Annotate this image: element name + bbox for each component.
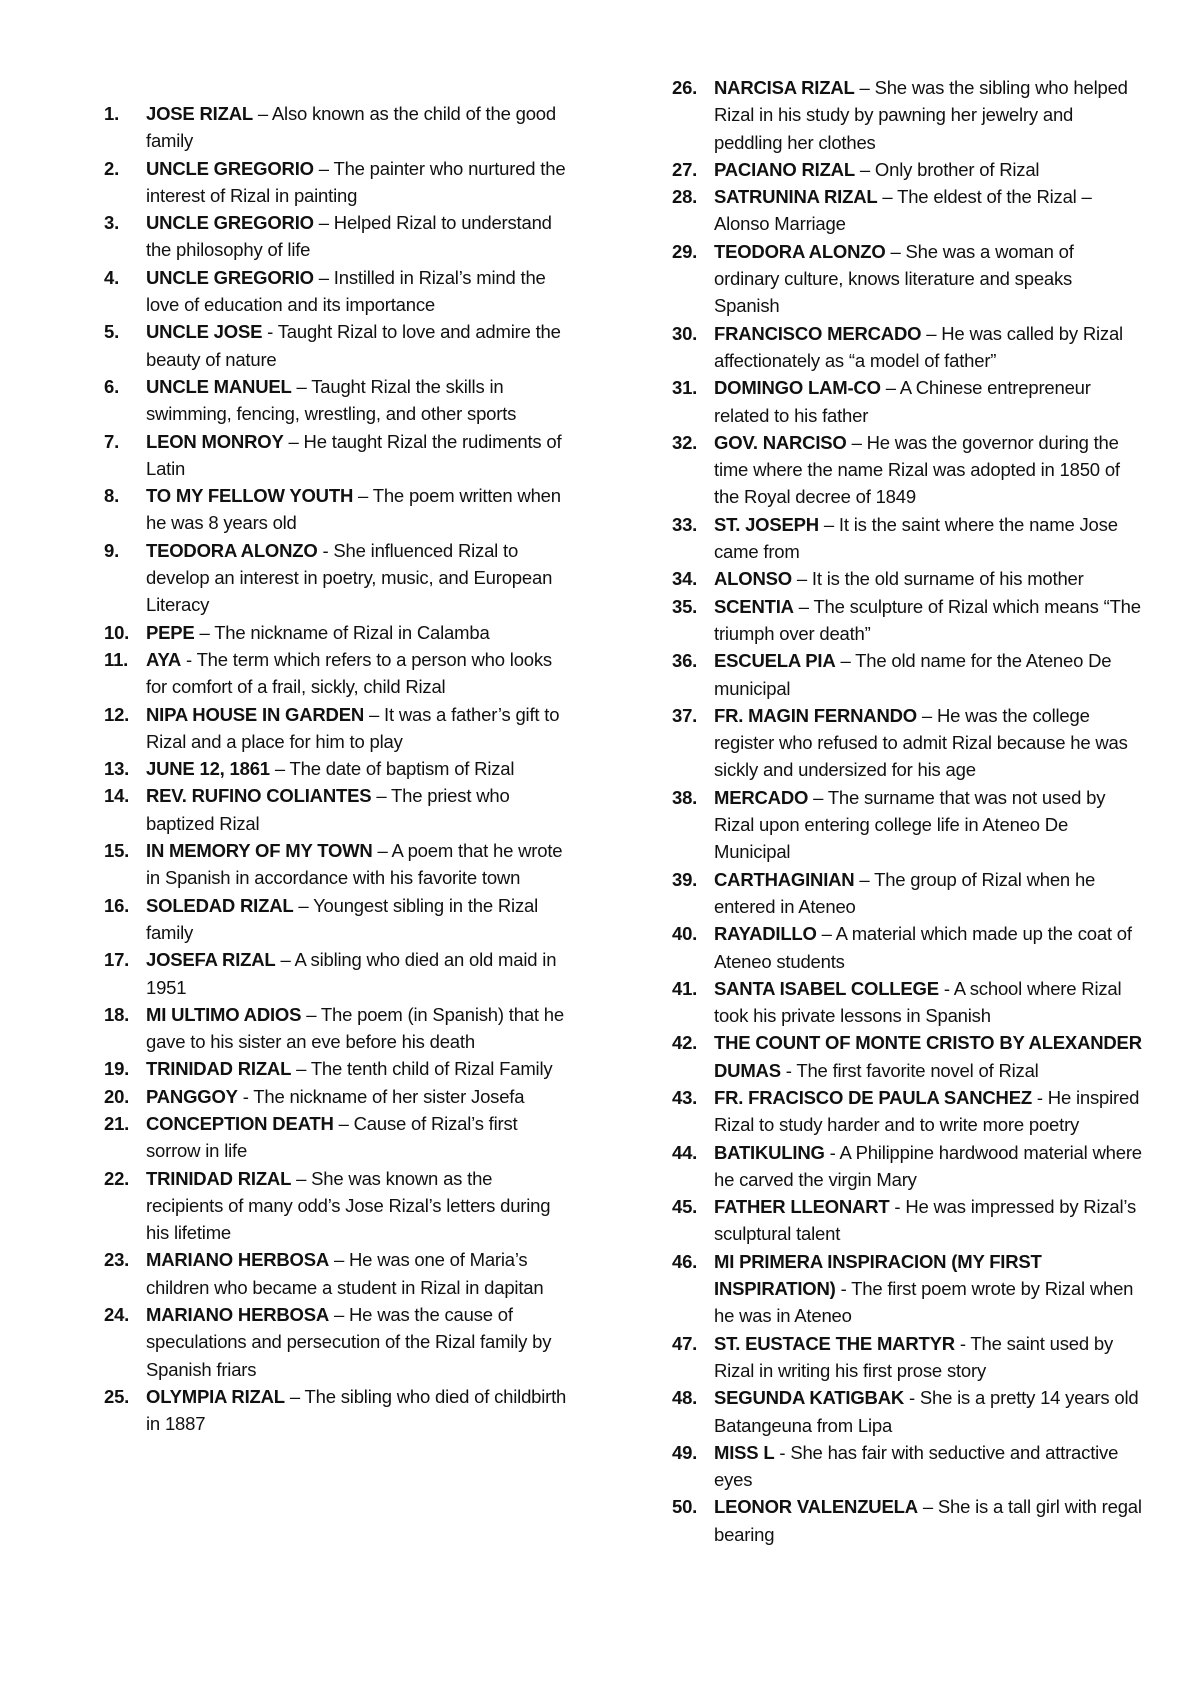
item-term: SANTA ISABEL COLLEGE [714, 977, 939, 999]
list-item [104, 100, 574, 155]
list-item [104, 1083, 574, 1110]
item-number: 47. [672, 1332, 698, 1354]
item-number: 23. [104, 1249, 130, 1271]
item-description: – The sibling who died of childbirth in 1887 [146, 1385, 567, 1435]
item-term: UNCLE GREGORIO [146, 212, 314, 234]
item-description: – A Chinese entrepreneur related to his father [714, 377, 1091, 426]
item-description: – She was known as the recipients of many odd’s Jose Rizal’s letters during his lifetime [146, 1167, 551, 1244]
item-term: FRANCISCO MERCADO [714, 322, 922, 344]
item-term: FR. MAGIN FERNANDO [714, 704, 917, 726]
item-number: 20. [104, 1085, 130, 1107]
item-description: – The old name for the Ateneo De municipal [714, 650, 1112, 699]
item-number: 40. [672, 923, 698, 945]
item-description: - The nickname of her sister Josefa [237, 1085, 525, 1107]
item-term: AYA [146, 648, 182, 670]
item-description: – Taught Rizal the skills in swimming, fencing, wrestling, and other sports [146, 375, 517, 425]
item-term: RAYADILLO [714, 923, 817, 945]
list-item [672, 183, 1142, 238]
item-term: PACIANO RIZAL [714, 158, 855, 180]
item-number: 29. [672, 240, 698, 262]
item-number: 42. [672, 1032, 698, 1054]
list-item [672, 1330, 1142, 1385]
item-number: 18. [104, 1003, 130, 1025]
item-term: CONCEPTION DEATH [146, 1112, 334, 1134]
list-item [672, 1384, 1142, 1439]
item-description: – He was the governor during the time where the name Rizal was adopted in 1850 of the Royal decree of 1849 [714, 431, 1120, 508]
list-item [672, 920, 1142, 975]
item-description: – Also known as the child of the good family [146, 103, 556, 152]
item-number: 28. [672, 186, 698, 208]
list-item [672, 1029, 1142, 1084]
item-description: – It is the old surname of his mother [791, 568, 1084, 590]
item-term: MI ULTIMO ADIOS [146, 1003, 302, 1025]
item-description: – It is the saint where the name Jose came from [714, 513, 1118, 563]
item-number: 30. [672, 322, 698, 344]
list-item [672, 866, 1142, 921]
item-description: – The poem (in Spanish) that he gave to his sister an eve before his death [146, 1003, 564, 1053]
list-item [104, 946, 574, 1001]
item-term: PEPE [146, 621, 195, 643]
item-term: JUNE 12, 1861 [146, 758, 270, 780]
item-term: JOSEFA RIZAL [146, 949, 276, 971]
item-description: - She influenced Rizal to develop an interest in poetry, music, and European Literacy [146, 539, 553, 616]
item-description: – The poem written when he was 8 years old [146, 485, 561, 534]
item-term: TRINIDAD RIZAL [146, 1058, 292, 1080]
item-number: 36. [672, 650, 698, 672]
list-item [672, 1139, 1142, 1194]
item-number: 43. [672, 1086, 698, 1108]
item-description: – Youngest sibling in the Rizal family [146, 894, 539, 943]
item-description: - A Philippine hardwood material where he carved the virgin Mary [714, 1141, 1142, 1190]
item-term: MARIANO HERBOSA [146, 1249, 330, 1271]
item-number: 24. [104, 1304, 130, 1326]
item-term: ST. JOSEPH [714, 513, 819, 535]
item-term: SOLEDAD RIZAL [146, 894, 294, 916]
item-description: - She is a pretty 14 years old Batangeuna from Lipa [714, 1387, 1139, 1436]
item-description: – The tenth child of Rizal Family [291, 1058, 553, 1080]
item-number: 50. [672, 1496, 698, 1518]
item-number: 35. [672, 595, 698, 617]
list-item [104, 373, 574, 428]
item-number: 46. [672, 1250, 698, 1272]
item-description: - The saint used by Rizal in writing his first prose story [714, 1332, 1114, 1381]
item-description: – He was the cause of speculations and persecution of the Rizal family by Spanish friars [146, 1304, 552, 1380]
item-term: JOSE RIZAL [146, 103, 253, 124]
list-item [104, 619, 574, 646]
item-description: – She was the sibling who helped Rizal in his study by pawning her jewelry and peddling her clothes [714, 77, 1128, 153]
item-term: THE COUNT OF MONTE CRISTO BY ALEXANDER DUMAS [714, 1032, 1142, 1081]
item-term: DOMINGO LAM-CO [714, 377, 881, 399]
list-item [104, 1301, 574, 1383]
list-item [104, 1110, 574, 1165]
item-number: 19. [104, 1058, 130, 1080]
item-description: – A poem that he wrote in Spanish in accordance with his favorite town [146, 840, 563, 889]
item-term: CARTHAGINIAN [714, 868, 855, 890]
item-description: – He taught Rizal the rudiments of Latin [146, 430, 562, 479]
list-item [672, 1248, 1142, 1330]
item-number: 13. [104, 758, 130, 780]
item-number: 5. [104, 321, 120, 343]
list-item [104, 1055, 574, 1082]
item-number: 34. [672, 568, 698, 590]
item-number: 9. [104, 539, 120, 561]
item-term: GOV. NARCISO [714, 431, 847, 453]
item-description: – He was the college register who refused to admit Rizal because he was sickly and undersized for his age [714, 704, 1128, 781]
list-item [104, 318, 574, 373]
list-item [672, 593, 1142, 648]
item-number: 3. [104, 212, 120, 234]
item-description: – It was a father’s gift to Rizal and a place for him to play [146, 703, 560, 752]
list-item [672, 1439, 1142, 1494]
item-term: REV. RUFINO COLIANTES [146, 785, 372, 807]
item-description: – She is a tall girl with regal bearing [714, 1496, 1142, 1545]
item-description: – The date of baptism of Rizal [269, 758, 515, 780]
item-description: – He was called by Rizal affectionately as “a model of father” [714, 322, 1123, 371]
left-column-list [104, 100, 574, 1438]
item-term: UNCLE GREGORIO [146, 266, 314, 288]
list-item [672, 156, 1142, 183]
item-number: 8. [104, 485, 120, 507]
list-item [104, 537, 574, 619]
list-item [104, 755, 574, 782]
item-term: MARIANO HERBOSA [146, 1304, 330, 1326]
list-item [104, 1001, 574, 1056]
list-item [104, 782, 574, 837]
list-item [672, 320, 1142, 375]
item-term: IN MEMORY OF MY TOWN [146, 840, 373, 862]
list-item [672, 1193, 1142, 1248]
item-number: 37. [672, 704, 698, 726]
item-number: 15. [104, 840, 130, 862]
item-number: 27. [672, 158, 698, 180]
item-term: LEONOR VALENZUELA [714, 1496, 918, 1518]
list-item [672, 647, 1142, 702]
item-term: MISS L [714, 1441, 775, 1463]
item-term: FR. FRACISCO DE PAULA SANCHEZ [714, 1086, 1032, 1108]
list-item [672, 238, 1142, 320]
item-term: ESCUELA PIA [714, 650, 836, 672]
item-description: – He was one of Maria’s children who became a student in Rizal in dapitan [146, 1249, 544, 1298]
item-term: NARCISA RIZAL [714, 77, 855, 98]
item-term: SEGUNDA KATIGBAK [714, 1387, 905, 1409]
item-term: TO MY FELLOW YOUTH [146, 485, 354, 507]
item-number: 7. [104, 430, 120, 452]
item-number: 32. [672, 431, 698, 453]
item-description: - The first favorite novel of Rizal [780, 1059, 1039, 1081]
list-item [672, 784, 1142, 866]
list-item [672, 975, 1142, 1030]
item-number: 1. [104, 103, 120, 124]
item-description: – A sibling who died an old maid in 1951 [146, 949, 557, 998]
item-description: - He inspired Rizal to study harder and to write more poetry [714, 1086, 1140, 1136]
item-term: LEON MONROY [146, 430, 284, 452]
list-item [104, 892, 574, 947]
item-number: 31. [672, 377, 698, 399]
right-column-list [672, 74, 1142, 1548]
list-item [104, 1246, 574, 1301]
item-description: – Cause of Rizal’s first sorrow in life [146, 1112, 518, 1162]
item-description: - She has fair with seductive and attractive eyes [714, 1441, 1119, 1491]
item-term: UNCLE GREGORIO [146, 157, 314, 179]
item-number: 38. [672, 786, 698, 808]
item-description: – Only brother of Rizal [854, 158, 1040, 180]
item-term: UNCLE MANUEL [146, 375, 292, 397]
item-number: 12. [104, 703, 130, 725]
item-number: 22. [104, 1167, 130, 1189]
list-item [672, 74, 1142, 156]
item-number: 49. [672, 1441, 698, 1463]
list-item [672, 511, 1142, 566]
item-description: - The term which refers to a person who looks for comfort of a frail, sickly, child Rizal [146, 648, 552, 698]
list-item [104, 1383, 574, 1438]
item-term: NIPA HOUSE IN GARDEN [146, 703, 365, 725]
item-term: SCENTIA [714, 595, 794, 617]
item-number: 2. [104, 157, 120, 179]
item-term: FATHER LLEONART [714, 1196, 890, 1218]
item-description: – The sculpture of Rizal which means “The triumph over death” [714, 595, 1141, 644]
list-item [672, 1084, 1142, 1139]
item-term: MI PRIMERA INSPIRACION (MY FIRST INSPIRATION) [714, 1250, 1042, 1300]
list-item [104, 428, 574, 483]
list-item [104, 1165, 574, 1247]
item-number: 4. [104, 266, 120, 288]
item-description: - A school where Rizal took his private lessons in Spanish [714, 977, 1122, 1027]
item-number: 11. [104, 648, 129, 670]
item-description: – Instilled in Rizal’s mind the love of education and its importance [146, 266, 546, 316]
list-item [104, 155, 574, 210]
item-term: ST. EUSTACE THE MARTYR [714, 1332, 955, 1354]
list-item [672, 702, 1142, 784]
item-number: 21. [104, 1112, 130, 1134]
item-number: 14. [104, 785, 130, 807]
item-term: TRINIDAD RIZAL [146, 1167, 292, 1189]
item-term: TEODORA ALONZO [146, 539, 318, 561]
item-term: MERCADO [714, 786, 809, 808]
item-number: 48. [672, 1387, 698, 1409]
item-description: – The painter who nurtured the interest of Rizal in painting [146, 157, 566, 206]
list-item [104, 701, 574, 756]
item-number: 26. [672, 77, 698, 98]
item-number: 16. [104, 894, 130, 916]
item-description: – The nickname of Rizal in Calamba [194, 621, 490, 643]
item-term: UNCLE JOSE [146, 321, 263, 343]
item-number: 25. [104, 1385, 130, 1407]
item-description: – A material which made up the coat of Ateneo students [714, 923, 1132, 972]
list-item [104, 482, 574, 537]
item-number: 17. [104, 949, 130, 971]
list-item [672, 429, 1142, 511]
item-term: OLYMPIA RIZAL [146, 1385, 285, 1407]
item-description: – The eldest of the Rizal – Alonso Marriage [714, 186, 1092, 235]
item-term: PANGGOY [146, 1085, 238, 1107]
item-description: – The priest who baptized Rizal [146, 785, 510, 834]
item-number: 45. [672, 1196, 698, 1218]
item-term: SATRUNINA RIZAL [714, 186, 878, 208]
item-description: – The group of Rizal when he entered in Ateneo [714, 868, 1096, 917]
item-number: 44. [672, 1141, 698, 1163]
list-item [104, 264, 574, 319]
item-description: – Helped Rizal to understand the philosophy of life [146, 212, 552, 261]
item-number: 10. [104, 621, 130, 643]
item-number: 33. [672, 513, 698, 535]
item-description: - Taught Rizal to love and admire the beauty of nature [146, 321, 561, 370]
list-item [672, 1493, 1142, 1548]
list-item [672, 565, 1142, 592]
item-number: 41. [672, 977, 698, 999]
item-description: - The first poem wrote by Rizal when he was in Ateneo [714, 1278, 1134, 1327]
list-item [672, 374, 1142, 429]
list-item [104, 209, 574, 264]
item-number: 6. [104, 375, 120, 397]
item-description: - He was impressed by Rizal’s sculptural talent [714, 1196, 1137, 1245]
item-term: BATIKULING [714, 1141, 825, 1163]
list-item [104, 646, 574, 701]
list-item [104, 837, 574, 892]
item-number: 39. [672, 868, 698, 890]
item-term: ALONSO [714, 568, 792, 590]
item-term: TEODORA ALONZO [714, 240, 886, 262]
item-description: – The surname that was not used by Rizal upon entering college life in Ateneo De Municipal [714, 786, 1106, 863]
item-description: – She was a woman of ordinary culture, knows literature and speaks Spanish [714, 240, 1074, 317]
